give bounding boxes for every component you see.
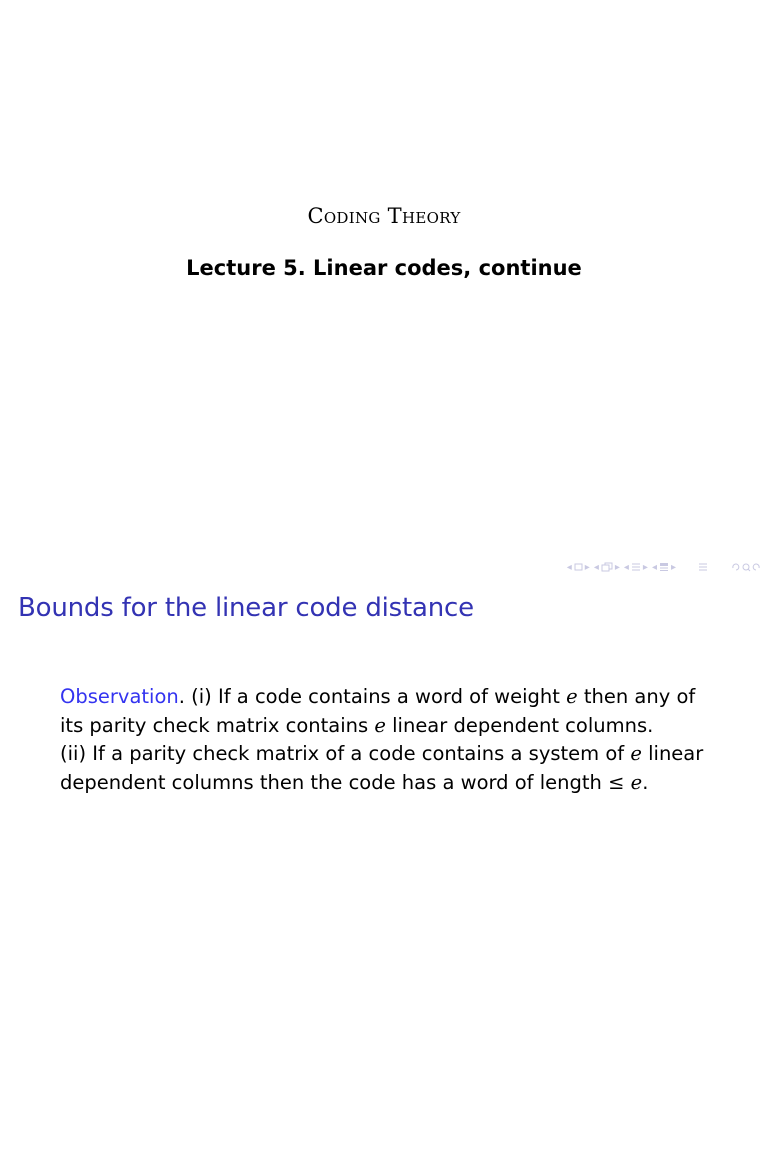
variable-e: e [374, 713, 386, 737]
course-title: Coding Theory [307, 204, 461, 228]
observation-line-4: dependent columns then the code has a word of length ≤ e. [60, 770, 649, 794]
variable-e: e [630, 742, 642, 765]
observation-line-2: its parity check matrix contains e linear dependent columns. [60, 713, 654, 737]
nav-presentation-icon[interactable]: ◂ ▸ [651, 561, 676, 573]
frame-title: Bounds for the linear code distance [18, 593, 474, 623]
nav-frame-icon[interactable]: ◂ ▸ [566, 561, 590, 573]
nav-subsection-icon[interactable]: ◂ ▸ [593, 561, 620, 573]
lecture-title: Lecture 5. Linear codes, continue [186, 256, 582, 280]
observation-line-1: Observation. (i) If a code contains a word of weight e then any of [60, 685, 696, 708]
leq-symbol: ≤ [608, 770, 625, 794]
observation-block [60, 683, 720, 797]
content-slide [0, 576, 768, 1152]
variable-e: e [630, 770, 643, 794]
nav-appendix-icon[interactable] [698, 562, 708, 572]
observation-line-3: (ii) If a parity check matrix of a code contains a system of e linear [60, 742, 704, 765]
variable-e: e [566, 685, 578, 708]
observation-label: Observation [60, 685, 179, 708]
nav-search-icon[interactable] [730, 562, 762, 572]
navigation-bar [567, 560, 762, 574]
nav-section-icon[interactable]: ◂ ▸ [623, 561, 648, 573]
